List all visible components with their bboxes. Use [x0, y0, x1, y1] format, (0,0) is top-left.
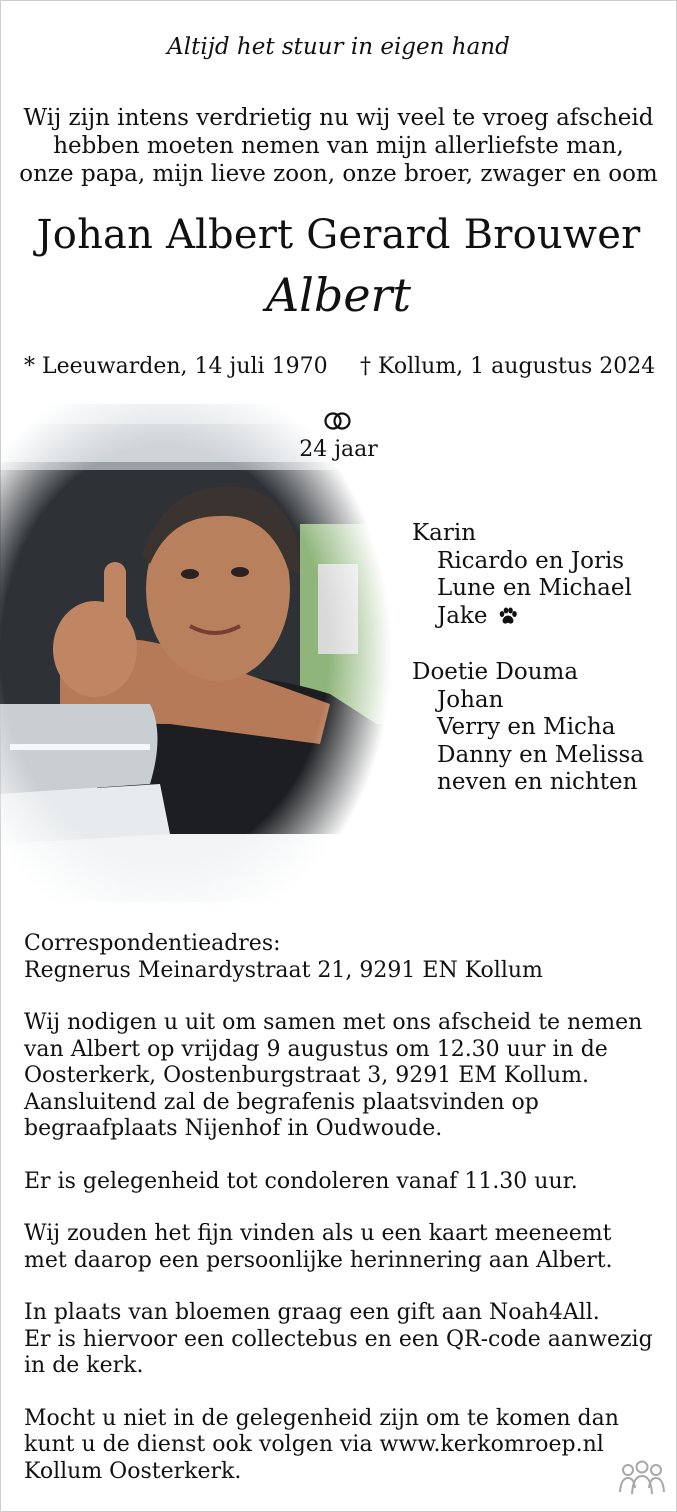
text-line: Aansluitend zal de begrafenis plaatsvinden op [24, 1089, 539, 1115]
family-head: Karin [412, 520, 477, 546]
family-member: Johan [437, 686, 504, 713]
motto: Altijd het stuur in eigen hand [167, 34, 510, 60]
wedding-rings-icon [322, 410, 354, 432]
text-line: van Albert op vrijdag 9 augustus om 12.30 uur in de [24, 1036, 608, 1062]
text-line: Oosterkerk, Oostenburgstraat 3, 9291 EM Kollum. [24, 1063, 590, 1088]
text-line: Kollum Oosterkerk. [24, 1458, 242, 1484]
text-line: kunt u de dienst ook volgen via www.kerkomroep.nl [24, 1432, 604, 1457]
family-member: Ricardo en Joris [437, 547, 625, 574]
family-member: Verry en Micha [437, 714, 616, 740]
text-line: In plaats van bloemen graag een gift aan Noah4All. [24, 1300, 600, 1325]
deceased-call-name: Albert [265, 268, 412, 322]
livestream-info [24, 1406, 654, 1486]
deceased-full-name: Johan Albert Gerard Brouwer [36, 212, 641, 258]
death-date: † Kollum, 1 augustus 2024 [360, 354, 656, 379]
family-member-pet [412, 603, 632, 631]
text-line: Mocht u niet in de gelegenheid zijn om te komen dan [24, 1405, 619, 1431]
text-line: Er is gelegenheid tot condoleren vanaf 11.30 uur. [24, 1168, 578, 1194]
intro-line: hebben moeten nemen van mijn allerliefste man, [53, 133, 624, 159]
portrait-photo [0, 404, 392, 902]
family-member: neven en nichten [437, 769, 638, 795]
family-head: Doetie Douma [412, 659, 579, 685]
family-group [412, 659, 644, 797]
publisher-logo-icon [618, 1458, 666, 1498]
correspondence-address [24, 931, 654, 984]
text-line: in de kerk. [24, 1353, 144, 1378]
funeral-invitation [24, 1010, 654, 1143]
family-member: Lune en Michael [437, 575, 632, 601]
family-member: Jake [437, 602, 488, 629]
birth-date: * Leeuwarden, 14 juli 1970 [24, 354, 328, 379]
intro-line: Wij zijn intens verdrietig nu wij veel te vroeg afscheid [23, 105, 654, 131]
text-line: begraafplaats Nijenhof in Oudwoude. [24, 1116, 443, 1141]
card-request [24, 1221, 654, 1274]
text-line: Regnerus Meinardystraat 21, 9291 EN Kollum [24, 957, 543, 983]
intro-text [0, 104, 677, 188]
text-line: Wij zouden het fijn vinden als u een kaart meeneemt [24, 1221, 612, 1246]
text-line: met daarop een persoonlijke herinnering aan Albert. [24, 1247, 613, 1273]
gift-info [24, 1300, 654, 1380]
text-line: Correspondentieadres: [24, 931, 281, 956]
family-group [412, 520, 632, 630]
text-line: Er is hiervoor een collectebus en een QR-code aanwezig [24, 1326, 653, 1352]
intro-line: onze papa, mijn lieve zoon, onze broer, zwager en oom [19, 161, 658, 187]
marriage-years: 24 jaar [299, 437, 378, 462]
text-line: Wij nodigen u uit om samen met ons afscheid te nemen [24, 1010, 643, 1035]
condolence-info [24, 1169, 654, 1196]
notice-details [24, 931, 654, 1511]
paw-icon [498, 607, 518, 625]
family-member: Danny en Melissa [437, 741, 645, 768]
